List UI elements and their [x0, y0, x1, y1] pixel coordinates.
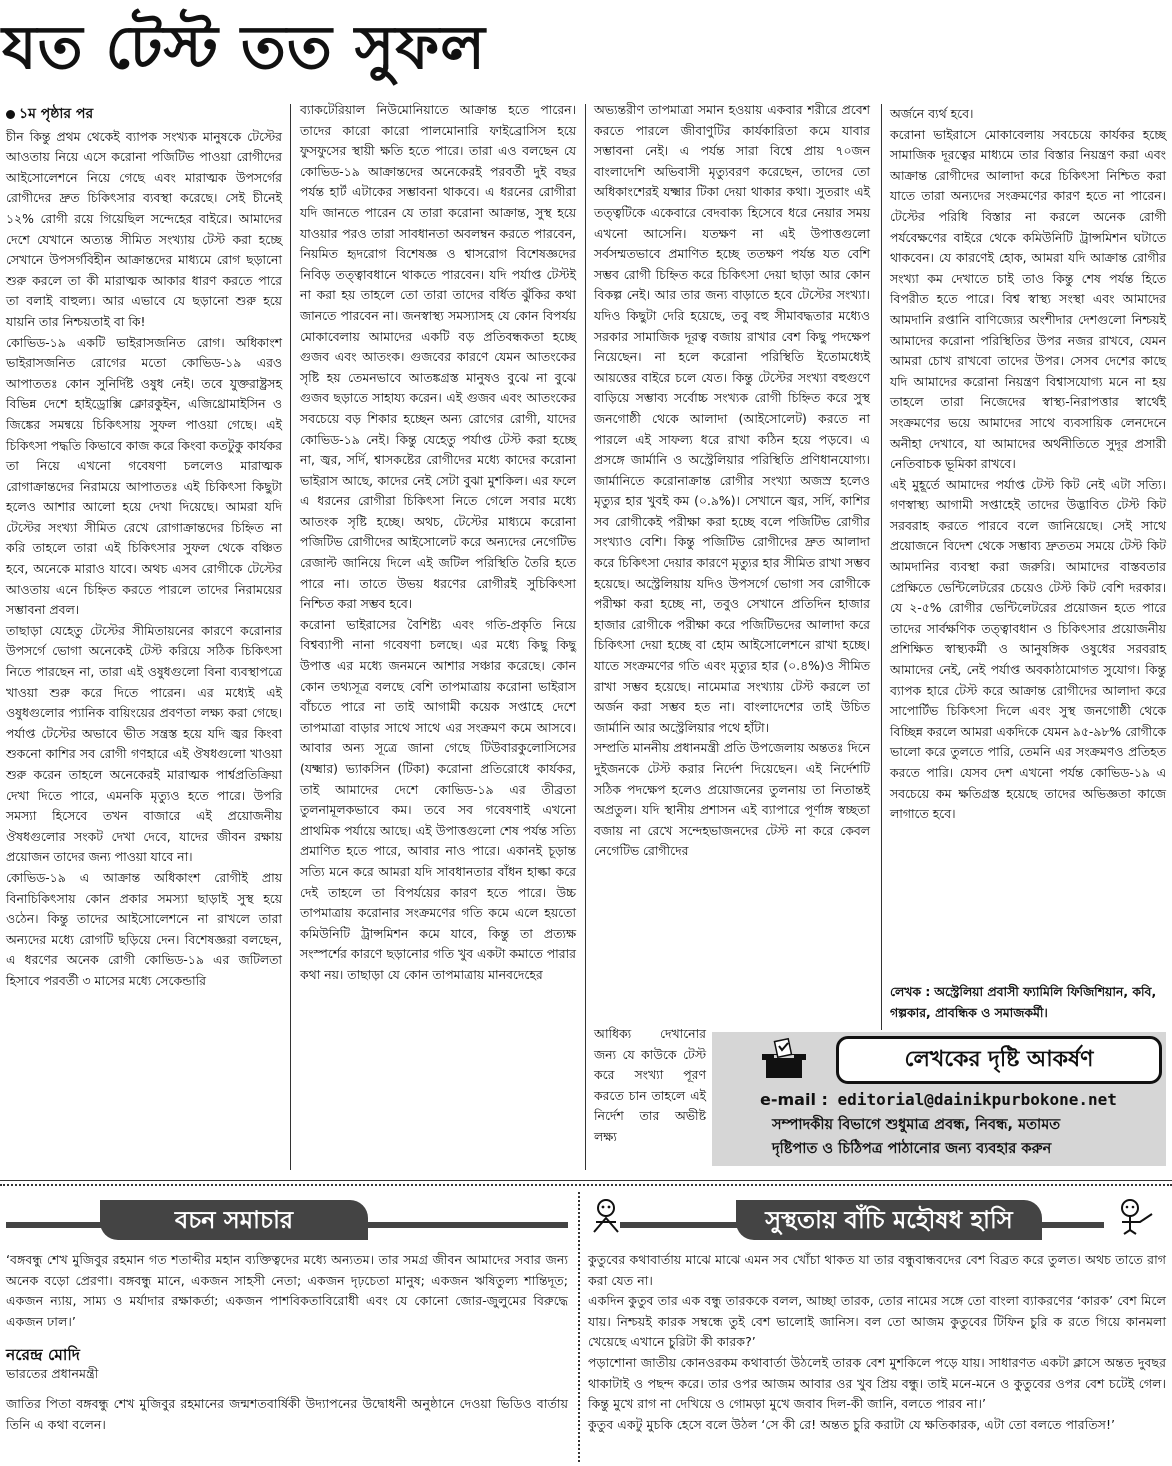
promo-heading: লেখকের দৃষ্টি আকর্ষণ — [836, 1036, 1162, 1084]
continuation-label: ১ম পৃষ্ঠার পর — [6, 104, 282, 125]
paragraph: করোনা ভাইরাসে মোকাবেলায় সবচেয়ে কার্যকর হচ্ছে সামাজিক দূরত্বের মাধ্যমে তার বিস্তার নিয়ন্ত্রণ করা এবং আক্রান্ত রোগীদের আলাদা করে চিকিৎসা নিশ্চিত করা যাতে তারা অন্যদের সংক্রমণের কারণ হতে না পারেন। টেস্টের পরিধি বিস্তার না করলে অনেক রোগী পর্যবেক্ষণের বাইরে থেকে কমিউনিটি ট্রান্সমিশন ঘটাতে থাকবেন। যে কারণেই হোক, আমরা যদি আক্রান্ত রোগীর সংখ্যা কম দেখাতে চাই তাও কিন্তু শেষ পর্যন্ত হিতে বিপরীত হতে পারে। বিশ্ব স্বাস্থ্য সংস্থা এবং আমাদের আমদানি রপ্তানি বাণিজ্যের অংশীদার দেশগুলো নিশ্চয়ই আমাদের করোনা পরিস্থিতির উপর নজর রাখবে, যেমন আমরা চোখ রাখবো তাদের উপর। সেসব দেশের কাছে যদি আমাদের করোনা নিয়ন্ত্রণ বিশ্বাসযোগ্য মনে না হয় তাহলে তারা নিজেদের স্বাস্থ্য-নিরাপত্তার স্বার্থেই সংক্রমণের ভয়ে আমাদের সাথে ব্যবসায়িক লেনদেনে অনীহা দেখাবে, যা আমাদের অর্থনীতিতে সুদূর প্রসারী নেতিবাচক ভূমিকা রাখবে। — [890, 126, 1166, 472]
headline: যত টেস্ট তত সুফল — [2, 13, 486, 83]
paragraph: অর্জনে ব্যর্থ হবে। — [890, 106, 974, 121]
paragraph: চীন কিন্তু প্রথম থেকেই ব্যাপক সংখ্যক মানুষকে টেস্টের আওতায় নিয়ে এসে করোনা পজিটিভ পাওয়া রোগীদের আইসোলেশনে নিয়ে গেছে এবং মারাত্মক উপসর্গের রোগীদের দ্রুত চিকিৎসার ব্যবস্থা করেছে। সেই চীনেই ১২% রোগী রয়ে গিয়েছিল সন্দেহের বাইরে। আমাদের দেশে যেখানে অত্যন্ত সীমিত সংখ্যায় টেস্ট করা হচ্ছে সেখানে উপসর্গবিহীন আক্রান্তদের মাধ্যমে রোগ ছড়ানো শুরু করলে তা কী মারাত্মক আকার ধারণ করতে পারে তা বলাই বাহুল্য। আর এভাবে যে ছড়ানো শুরু হয়ে যায়নি তার নিশ্চয়তাই বা কি! — [6, 128, 282, 329]
humor-text — [588, 1250, 1166, 1462]
quote-section-heading: বচন সমাচার — [100, 1200, 368, 1240]
paragraph: ব্যাকটেরিয়াল নিউমোনিয়াতে আক্রান্ত হতে পারেন। তাদের কারো কারো পালমোনারি ফাইব্রোসিস হয়ে ফুসফুসের স্থায়ী ক্ষতি হতে পারে। তারা এও বলছেন যে কোভিড-১৯ আক্রান্তদের অনেকেরই পরবর্তী দুই বছর পর্যন্ত হার্ট এটাকের সম্ভাবনা থাকবে। এ ধরনের রোগীরা যদি জানতে পারেন যে তারা করোনা আক্রান্ত, সুস্থ হয়ে যাওয়ার পরও তারা সাবধানতা অবলম্বন করতে পারবেন, নিয়মিত হৃদরোগ বিশেষজ্ঞ ও শ্বাসরোগ বিশেষজ্ঞদের নিবিড় তত্ত্বাবধানে থাকতে পারবেন। যদি পর্যাপ্ত টেস্টই না করা হয় তাহলে তো তারা তাদের বর্ধিত ঝুঁকির কথা জানতে পারবেন না। জনস্বাস্থ্য সমস্যাসহ যে কোন বিপর্যয় মোকাবেলায় আমাদের একটি বড় প্রতিবন্ধকতা হচ্ছে গুজব এবং আতংক। গুজবের কারণে যেমন আতংকের সৃষ্টি হয় তেমনভাবে আতঙ্কগ্রস্ত মানুষও বুঝে না বুঝে গুজব ছড়াতে সাহায্য করেন। এই গুজব এবং আতংকের সবচেয়ে বড় শিকার হচ্ছেন অন্য রোগের রোগী, যাদের কোভিড-১৯ নেই। কিন্তু যেহেতু পর্যাপ্ত টেস্ট করা হচ্ছে না, জ্বর, সর্দি, শ্বাসকষ্টের রোগীদের মধ্যে কাদের করোনা ভাইরাস আছে, কাদের নেই সেটা বুঝা মুশকিল। এর ফলে এ ধরনের রোগীরা চিকিৎসা নিতে গেলে সবার মধ্যে আতংক সৃষ্টি হচ্ছে। অথচ, টেস্টের মাধ্যমে করোনা পজিটিভ রোগীদের আইসোলেট করে অন্যদের নেগেটিভ রেজাল্ট জানিয়ে দিলে এই জটিল পরিস্থিতি তৈরি হতে পারে না। তাতে উভয় ধরণের রোগীরই সুচিকিৎসা নিশ্চিত করা সম্ভব হবে। — [300, 102, 576, 612]
paragraph: করোনা ভাইরাসের বৈশিষ্ট্য এবং গতি-প্রকৃতি নিয়ে বিশ্বব্যাপী নানা গবেষণা চলছে। এর মধ্যে কিছু কিছু উপাত্ত এর মধ্যে জনমনে আশার সঞ্চার করেছে। কোন কোন তথ্যসূত্র বলছে বেশি তাপমাত্রায় করোনা ভাইরাস বাঁচতে পারে না তাই আগামী কয়েক সপ্তাহে দেশে তাপমাত্রা বাড়ার সাথে সাথে এর সংক্রমণ কমে আসবে। আবার অন্য সূত্রে জানা গেছে টিউবারকুলোসিসের (যক্ষ্মার) ভ্যাকসিন (টিকা) করোনা প্রতিরোধে কার্যকর, তাই আমাদের দেশে কোভিড-১৯ এর তীব্রতা তুলনামূলকভাবে কম। তবে সব গবেষণাই এখনো প্রাথমিক পর্যায়ে আছে। এই উপাত্তগুলো শেষ পর্যন্ত সত্যি প্রমাণিত হতে পারে, আবার নাও পারে। একানই চূড়ান্ত সত্যি মনে করে আমরা যদি সাবধানতার বাঁধন হাল্কা করে দেই তাহলে তা বিপর্যয়ের কারণ হতে পারে। উচ্চ তাপমাত্রায় করোনার সংক্রমণের গতি কমে এলে হয়তো কমিউনিটি ট্রান্সমিশন কমে যাবে, কিন্তু তা প্রত্যক্ষ সংস্পর্শের কারণে ছড়ানোর গতি খুব একটা কমাতে পারার কথা নয়। তাছাড়া যে কোন তাপমাত্রায় মানবদেহের — [300, 616, 576, 982]
column-divider — [290, 104, 291, 1170]
humor-section-heading: সুস্থতায় বাঁচি মহৌষধ হাসি — [736, 1200, 1042, 1240]
author-label: লেখক : — [890, 984, 931, 999]
bottom-column-divider — [578, 1192, 580, 1462]
promo-line-1: সম্পাদকীয় বিভাগে শুধুমাত্র প্রবন্ধ, নিবন্ধ, মতামত — [772, 1117, 1061, 1133]
paragraph: কোভিড-১৯ একটি ভাইরাসজনিত রোগ। অধিকাংশ ভাইরাসজনিত রোগের মতো কোভিড-১৯ এরও আপাততঃ কোন সুনির্দিষ্ট ওষুধ নেই। তবে যুক্তরাষ্ট্রসহ বিভিন্ন দেশে হাইড্রোক্সি ক্লোরকুইন, এজিথ্রোমাইসিন ও জিঙ্কের সমন্বয়ে চিকিৎসায় সুফল পাওয়া গেছে। এই চিকিৎসা পদ্ধতি কিভাবে কাজ করে কিংবা কতটুকু কার্যকর তা নিয়ে এখনো গবেষণা চললেও মারাত্মক রোগাক্রান্তদের নিরাময়ে আপাততঃ এই চিকিৎসা কিছুটা হলেও আশার আলো হয়ে দেখা দিয়েছে। আমরা যদি টেস্টের সংখ্যা সীমিত রেখে রোগাক্রান্তদের চিহ্নিত না করি তাহলে তারা এই চিকিৎসার সুফল থেকে বঞ্চিত হবে, অনেকে মারাও যাবে। অথচ এসব রোগীকে টেস্টের আওতায় এনে চিহ্নিত করতে পারলে তাদের নিরাময়ের সম্ভাবনা প্রবল। — [6, 334, 282, 618]
editorial-promo-box — [712, 1032, 1166, 1166]
author-text: অস্ট্রেলিয়া প্রবাসী ফ্যামিলি ফিজিশিয়ান, কবি, গল্পকার, প্রাবন্ধিক ও সমাজকর্মী। — [890, 984, 1157, 1020]
paragraph: তাছাড়া যেহেতু টেস্টের সীমিতায়নের কারণে করোনার উপসর্গে ভোগা অনেকেই টেস্ট করিয়ে সঠিক চিকিৎসা নিতে পারছেন না, তারা এই ওষুধগুলো বিনা ব্যবস্থাপত্রে খাওয়া শুরু করে দিতে পারেন। এর মধ্যেই এই ওষুধগুলোর প্যানিক বায়িংয়ের প্রবণতা লক্ষ্য করা গেছে। পর্যাপ্ত টেস্টের অভাবে ভীত সন্ত্রস্ত হয়ে যদি জ্বর কিংবা শুকনো কাশির সব রোগী গণহারে এই ঔষধগুলো খাওয়া শুরু করেন তাহলে অনেকেরই মারাত্মক পার্শ্বপ্রতিক্রিয়া দেখা দিতে পারে, এমনকি মৃত্যুও হতে পারে। উপরি সমস্যা হিসেবে তখন বাজারে এই প্রয়োজনীয় ঔষধগুলোর সংকট দেখা দেবে, যাদের জীবন রক্ষায় প্রয়োজন তাদের জন্য পাওয়া যাবে না। — [6, 622, 282, 865]
paragraph: পড়াশোনা জাতীয় কোনওরকম কথাবার্তা উঠলেই তারক বেশ মুশকিলে পড়ে যায়। সাধারণত একটা ক্লাসে অন্তত দুবছর থাকাটাই ও পছন্দ করে। তার ওপর আজম আবার ওর খুব প্রিয় বন্ধু। তাই মনে-মনে ও কুতুবের ওপর বেশ চটেই গেল। কিন্তু মুখে রাগ না দেখিয়ে ও গোমড়া মুখে জবাব দিল-কী জানি, বলতে পারব না।’ — [588, 1354, 1166, 1412]
quote-context: জাতির পিতা বঙ্গবন্ধু শেখ মুজিবুর রহমানের জন্মশতবার্ষিকী উদ্যাপনের উদ্বোধনী অনুষ্ঠানে দেওয়া ভিডিও বার্তায় তিনি এ কথা বলেন। — [6, 1396, 568, 1432]
ballot-box-icon — [762, 1040, 806, 1080]
dotted-divider — [0, 1184, 1172, 1186]
article-column-2 — [300, 100, 576, 1166]
column-divider — [881, 104, 882, 1030]
quote-speaker: নরেন্দ্র মোদি — [6, 1346, 80, 1364]
author-credit — [890, 982, 1166, 1023]
section-divider — [0, 1180, 1172, 1181]
quote-text: ‘বঙ্গবন্ধু শেখ মুজিবুর রহমান গত শতাব্দীর মহান ব্যক্তিত্বদের মধ্যে অন্যতম। তার সমগ্র জীবন আমাদের সবার জন্য অনেক বড়ো প্রেরণা। বঙ্গবন্ধু মানে, একজন সাহসী নেতা; একজন দৃঢ়চেতা মানুষ; একজন ঋষিতুল্য শান্তিদূত; একজন ন্যায়, সাম্য ও মর্যাদার রক্ষাকর্তা; একজন পাশবিকতাবিরোধী এবং যে কোনো জোর-জুলুমের বিরুদ্ধে একজন ঢাল।’ — [6, 1252, 568, 1329]
quote-speaker-role: ভারতের প্রধানমন্ত্রী — [6, 1366, 99, 1381]
paragraph: এই মুহূর্তে আমাদের পর্যাপ্ত টেস্ট কিট নেই এটা সত্যি। গণস্বাস্থ্য আগামী সপ্তাহেই তাদের উদ্ভাবিত টেস্ট কিট সরবরাহ করতে পারবে বলে জানিয়েছে। সেই সাথে প্রয়োজনে বিদেশ থেকে সম্ভাব্য দ্রুততম সময়ে টেস্ট কিট আমদানির ব্যবস্থা করা জরুরি। আমাদের বাস্তবতার প্রেক্ষিতে ভেন্টিলেটরের চেয়েও টেস্ট কিট বেশি দরকার। যে ২-৫% রোগীর ভেন্টিলেটরের প্রয়োজন হতে পারে তাদের সার্বক্ষণিক তত্ত্বাবধান ও চিকিৎসার প্রয়োজনীয় প্রশিক্ষিত স্বাস্থ্যকর্মী ও আনুষঙ্গিক ওষুধের সরবরাহ আমাদের নেই, নেই পর্যাপ্ত অবকাঠামোগত সুযোগ। কিন্তু ব্যাপক হারে টেস্ট করে আক্রান্ত রোগীদের আলাদা করে সাপোর্টিভ চিকিৎসা দিলে এবং সুস্থ জনগোষ্ঠী থেকে বিচ্ছিন্ন করলে আমরা একদিকে যেমন ৯৫-৯৮% রোগীকে ভালো করে তুলতে পারি, তেমনি এর সংক্রমণও প্রতিহত করতে পারি। যেসব দেশ এখনো পর্যন্ত কোভিড-১৯ এ সবচেয়ে কম ক্ষতিগ্রস্ত হয়েছে তাদের অভিজ্ঞতা কাজে লাগাতে হবে। — [890, 476, 1166, 822]
paragraph: কোভিড-১৯ এ আক্রান্ত অধিকাংশ রোগীই প্রায় বিনাচিকিৎসায় কোন প্রকার সমস্যা ছাড়াই সুস্থ হয়ে ওঠেন। কিন্তু তাদের আইসোলেশনে না রাখলে তারা অন্যদের মধ্যে রোগটি ছড়িয়ে দেন। বিশেষজ্ঞরা বলছেন, এ ধরণের অনেক রোগী কোভিড-১৯ এর জটিলতা হিসাবে পরবর্তী ৩ মাসের মধ্যে সেকেন্ডারি — [6, 869, 282, 988]
paragraph: অভ্যন্তরীণ তাপমাত্রা সমান হওয়ায় একবার শরীরে প্রবেশ করতে পারলে জীবাণুটির কার্যকারিতা কমে যাবার সম্ভাবনা নেই। এ পর্যন্ত সারা বিশ্বে প্রায় ৭০জন বাংলাদেশি অভিবাসী মৃত্যুবরণ করেছেন, তাদের তো অধিকাংশেরই যক্ষ্মার টিকা দেয়া থাকার কথা। সুতরাং এই তত্ত্বটিকে একেবারে বেদবাক্য হিসেবে ধরে নেয়ার সময় এখনো আসেনি। যতক্ষণ না এই উপাত্তগুলো সর্বসম্মতভাবে প্রমাণিত হচ্ছে ততক্ষণ পর্যন্ত যত বেশি সম্ভব রোগী চিহ্নিত করে চিকিৎসা দেয়া ছাড়া আর কোন বিকল্প নেই। আর তার জন্য বাড়াতে হবে টেস্টের সংখ্যা। যদিও কিছুটা দেরি হয়েছে, তবু বহু সীমাবদ্ধতার মধ্যেও সরকার সামাজিক দূরত্ব বজায় রাখার বেশ কিছু পদক্ষেপ নিয়েছেন। না হলে করোনা পরিস্থিতি ইতোমধ্যেই আয়ত্তের বাইরে চলে যেত। কিন্তু টেস্টের সংখ্যা বহুগুণে বাড়িয়ে সম্ভাব্য সর্বোচ্চ সংখ্যক রোগী চিহ্নিত করে সুস্থ জনগোষ্ঠী থেকে আলাদা (আইসোলেট) করতে না পারলে এই সাফল্য ধরে রাখা কঠিন হয়ে পড়বে। এ প্রসঙ্গে জার্মানি ও অস্ট্রেলিয়ার পরিস্থিতি প্রণিধানযোগ্য। জার্মানিতে করোনাক্রান্ত রোগীর সংখ্যা অজস্র হলেও মৃত্যুর হার খুবই কম (০.৯%)। সেখানে জ্বর, সর্দি, কাশির সব রোগীকেই পরীক্ষা করা হচ্ছে বলে পজিটিভ রোগীর সংখ্যাও বেশি। কিন্তু পজিটিভ রোগীদের দ্রুত আলাদা করে চিকিৎসা দেয়ার কারণে মৃত্যুর হার সীমিত রাখা সম্ভব হয়েছে। অস্ট্রেলিয়ায় যদিও উপসর্গে ভোগা সব রোগীকে পরীক্ষা করা হচ্ছে না, তবুও সেখানে প্রতিদিন হাজার হাজার রোগীকে পরীক্ষা করে পজিটিভদের আলাদা করে চিকিৎসা দেয়া হচ্ছে বা হোম আইসোলেশনে রাখা হচ্ছে। যাতে সংক্রমণের গতি এবং মৃত্যুর হার (০.৪%)ও সীমিত রাখা সম্ভব হয়েছে। নামেমাত্র সংখ্যায় টেস্ট করলে তা অর্জন করা সম্ভব হত না। বাংলাদেশের তাই উচিত জার্মানি আর অস্ট্রেলিয়ার পথে হাঁটা। — [594, 102, 870, 735]
bullet-icon — [6, 110, 15, 119]
cartoon-icon — [1116, 1196, 1156, 1236]
paragraph: কুতুব একটু মুচকি হেসে বলে উঠল ‘সে কী রে! অন্তত চুরি করাটা যে ক্ষতিকারক, এটা তো বলতে পারতিস!’ — [588, 1416, 1116, 1432]
paragraph: কুতুবের কথাবার্তায় মাঝে মাঝে এমন সব খোঁচা থাকত যা তার বন্ধুবান্ধবদের বেশ বিব্রত করে তুলত। অথচ তাতে রাগ করা যেত না। — [588, 1252, 1166, 1288]
promo-email[interactable]: e-mail : editorial@dainikpurbokone.net — [760, 1090, 1117, 1109]
article-column-3 — [594, 100, 870, 1024]
column-divider — [585, 104, 586, 1170]
cartoon-icon — [586, 1196, 626, 1236]
article-column-4 — [890, 104, 1166, 822]
paragraph: সম্প্রতি মাননীয় প্রধানমন্ত্রী প্রতি উপজেলায় অন্ততঃ দিনে দুইজনকে টেস্ট করার নির্দেশ দিয়েছেন। এই নির্দেশটি সঠিক পদক্ষেপ হলেও প্রয়োজনের তুলনায় তা নিতান্তই অপ্রতুল। যদি স্থানীয় প্রশাসন এই ব্যাপারে পূর্ণাঙ্গ স্বচ্ছতা বজায় না রেখে সন্দেহভাজনদের টেস্ট না করে কেবল নেগেটিভ রোগীদের — [594, 740, 870, 859]
promo-line-2: দৃষ্টিপাত ও চিঠিপত্র পাঠানোর জন্য ব্যবহার করুন — [772, 1141, 1052, 1157]
paragraph: একদিন কুতুব তার এক বন্ধু তারককে বলল, আচ্ছা তারক, তোর নামের সঙ্গে তো বাংলা ব্যাকরণের ‘কারক’ বেশ মিলে যায়। নিশ্চয়ই কারক সম্বন্ধে তুই বেশ ভালোই জানিস। বল তো আজম কুতুবের টিফিন চুরি ক রতে গিয়ে কানমলা খেয়েছে এখানে চুরিটা কী কারক?’ — [588, 1293, 1166, 1350]
article-column-3-tail: আধিক্য দেখানোর জন্য যে কাউকে টেস্ট করে সংখ্যা পূরণ করতে চান তাহলে এই নির্দেশ তার অভীষ্ট লক্ষ্য — [594, 1026, 706, 1144]
